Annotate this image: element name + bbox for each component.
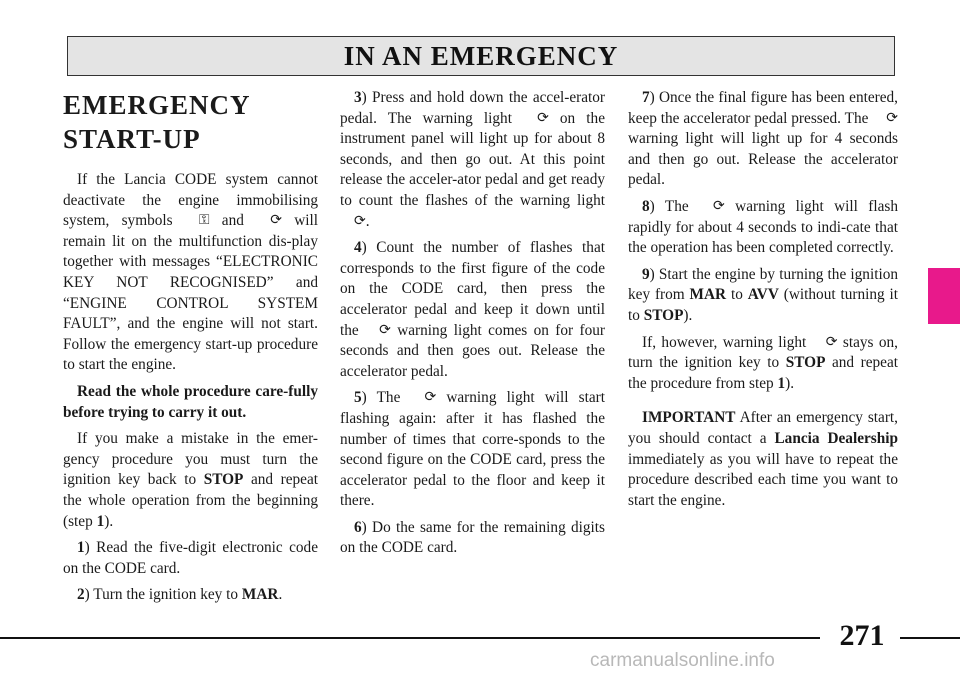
section-title-line2: START-UP — [63, 124, 201, 154]
step-2: 2) Turn the ignition key to MAR. — [77, 586, 283, 604]
step-5: 5) The ⟳ warning light will start flashing again: after it has flashed the number of times that corre-sponds to the second figure on the CODE card, press the accelerator pedal to the floor and keep it there. — [340, 389, 606, 510]
footer-rule-left — [0, 637, 820, 639]
engine-warning-icon: ⟳ — [270, 212, 282, 229]
warning-stays-paragraph: If, however, warning light ⟳ stays on, turn the ignition key to STOP and repeat the procedure from step 1). — [628, 333, 898, 392]
step-3: 3) Press and hold down the accel-erator pedal. The warning light ⟳ on the instrument panel will light up for about 8 seconds, and then go out. At this point release the acceler-ator pedal and get ready to count the flashes of the warning light ⟳. — [340, 89, 605, 230]
engine-warning-icon: ⟳ — [354, 212, 366, 229]
mistake-paragraph: If you make a mistake in the emer-gency procedure you must turn the ignition key back to STOP and repeat the whole operation from the beginning (step 1). — [63, 430, 318, 530]
text-column-1 — [63, 88, 318, 612]
key-symbol-icon: ⚿ — [198, 212, 210, 229]
engine-warning-icon: ⟳ — [379, 321, 391, 338]
engine-warning-icon: ⟳ — [713, 197, 725, 214]
section-color-tab — [928, 268, 960, 324]
section-header-band — [67, 36, 895, 76]
footer-rule-right — [900, 637, 960, 639]
step-9: 9) Start the engine by turning the ignition key from MAR to AVV (without turning it to STOP). — [628, 265, 898, 324]
important-note: IMPORTANT After an emergency start, you should contact a Lancia Dealership immediately as you will have to repeat the procedure described each time you want to start the engine. — [628, 409, 898, 509]
step-7: 7) Once the final figure has been entered, keep the accelerator pedal pressed. The ⟳ warning light will light up for 4 seconds and then go out. Release the accelerator pedal. — [628, 89, 898, 189]
step-8: 8) The ⟳ warning light will flash rapidly for about 4 seconds to indi-cate that the operation has been completed correctly. — [628, 197, 898, 257]
text-column-2 — [340, 88, 605, 565]
step-6: 6) Do the same for the remaining digits on the CODE card. — [340, 518, 605, 557]
page-title: IN AN EMERGENCY — [343, 40, 619, 71]
engine-warning-icon: ⟳ — [424, 389, 437, 406]
text-column-3 — [628, 88, 898, 517]
read-procedure-note: Read the whole procedure care-fully before trying to carry it out. — [63, 382, 318, 421]
step-1: 1) Read the five-digit electronic code on the CODE card. — [63, 539, 318, 577]
engine-warning-icon: ⟳ — [825, 333, 838, 350]
engine-warning-icon: ⟳ — [886, 109, 898, 126]
intro-paragraph: If the Lancia CODE system cannot deactivate the engine immobilising system, symbols ⚿ and ⟳ will remain lit on the multifunction dis-play together with messages “ELECTRONIC KEY NOT RECOGNISED” and “ENGINE CONTROL SYSTEM FAULT”, and the engine will not start. Follow the emergency start-up procedure to start the engine. — [63, 171, 318, 374]
engine-warning-icon: ⟳ — [537, 109, 549, 126]
step-4: 4) Count the number of flashes that corresponds to the first figure of the code on the CODE card, then press the accelerator pedal and keep it down until the ⟳ warning light comes on for four seconds and then goes out. Release the accelerator pedal. — [340, 239, 605, 380]
page-number: 271 — [839, 619, 885, 652]
section-title — [63, 88, 318, 156]
watermark: carmanualsonline.info — [590, 650, 775, 671]
section-title-line1: EMERGENCY — [63, 90, 251, 120]
